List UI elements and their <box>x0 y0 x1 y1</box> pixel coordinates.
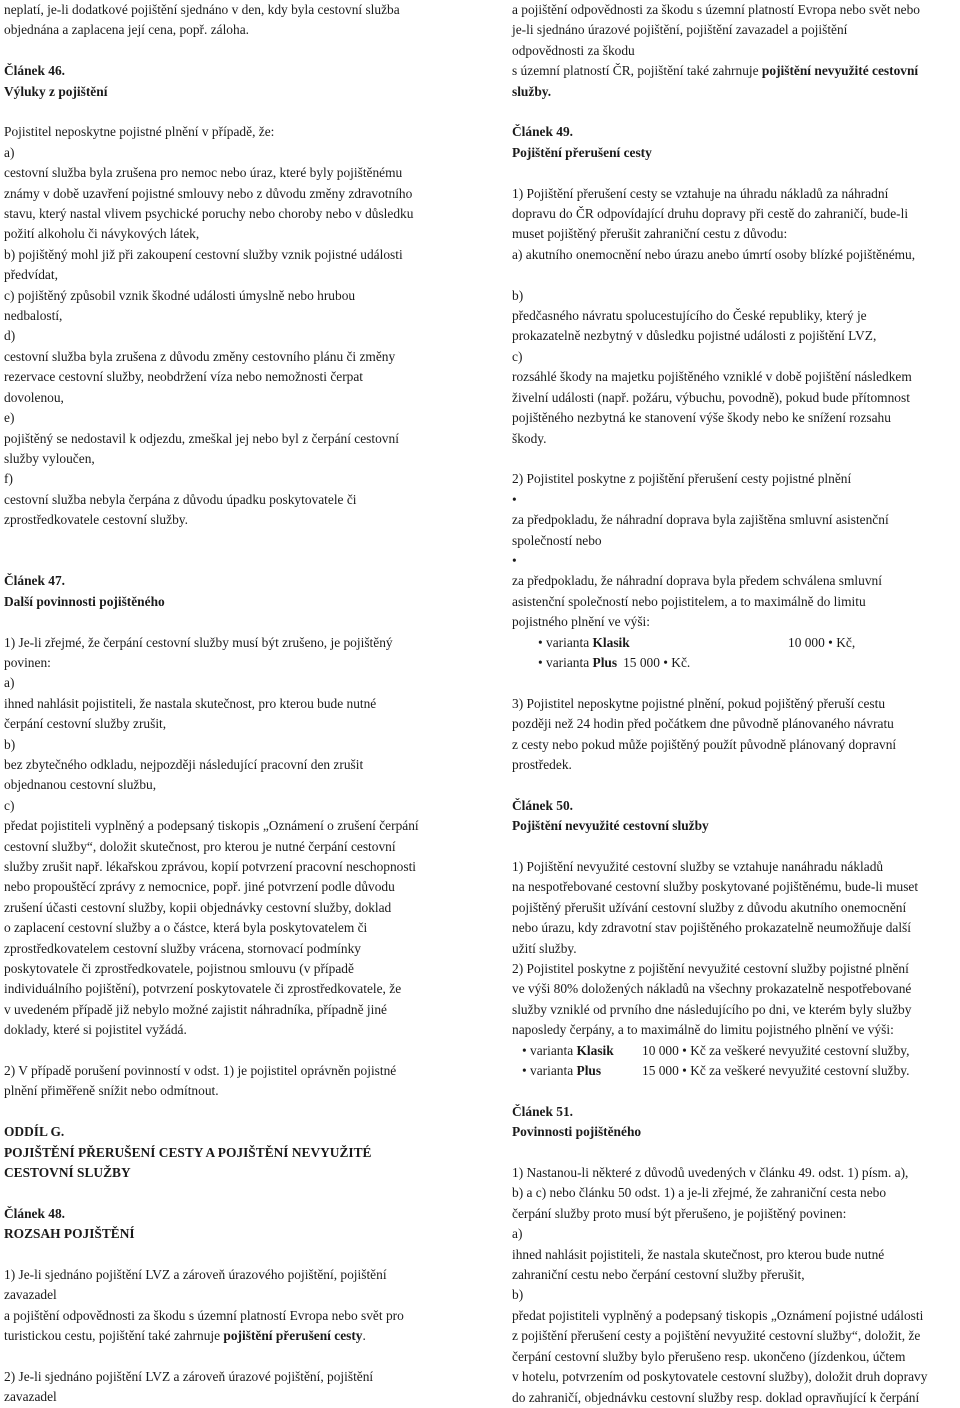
article-50-variant-plus <box>512 1061 958 1081</box>
right-intro-bold: pojištění nevyužité cestovní služby. <box>512 63 919 99</box>
article-48-paragraph-1 <box>4 1265 450 1347</box>
article-47-body: 1) Je-li zřejmé, že čerpání cestovní služby musí být zrušeno, je pojištěný povinen: a) ihned nahlásit pojistiteli, že nastala skutečnost, pro kterou bude nutné čerpání cestovní služby zrušit, b) bez zbytečného odkladu, nejpozději následující pracovní den zrušit objednanou cestovní službu, c) předat pojistiteli vyplněný a podepsaný tiskopis „Oznámení o zrušení čerpání cestovní služby“, doložit skutečnost, pro kterou je nutné čerpání cestovní služby zrušit např. lékařskou zprávou, kopií potvrzení pracovní neschopnosti nebo propouštěcí zprávy z nemocnice, popř. jiné potvrzení podle důvodu zrušení účasti cestovní služby, kopii objednávky cestovní služby, doklad o zaplacení cestovní služby a o částce, která byla poskytovatelem či zprostředkovatelem cestovní služby vrácena, stornovací podmínky poskytovatele či zprostředkovatele, pojistnou smlouvu (v případě individuálního pojištění), potvrzení poskytovatele či zprostředkovatele, že v uvedeném případě již nebylo možné zajistit náhradníka, případně jiné doklady, které si pojistitel vyžádá. <box>4 634 419 1038</box>
right-column <box>512 0 958 1408</box>
article-47-paragraph-2: 2) V případě porušení povinností v odst. 1) je pojistitel oprávněn pojistné plnění přiměřeně snížit nebo odmítnout. <box>4 1063 397 1099</box>
article-51-subtitle: Povinnosti pojištěného <box>512 1124 642 1140</box>
right-intro-text: a pojištění odpovědnosti za škodu s územní platností Evropa nebo svět nebo je-li sjednáno úrazové pojištění, pojištění zavazadel a pojištění odpovědnosti za škodu s územní platností ČR, pojištění také zahrnuje <box>512 2 920 79</box>
article-47-subtitle: Další povinnosti pojištěného <box>4 593 165 609</box>
article-50-subtitle: Pojištění nevyužité cestovní služby <box>512 818 709 834</box>
article-50-variant-klasik <box>512 1041 958 1061</box>
variant-value: 10 000 • Kč, <box>788 634 856 650</box>
article-48-paragraph-1-text: 1) Je-li sjednáno pojištění LVZ a zároveň úrazového pojištění, pojištění zavazadel a pojištění odpovědnosti za škodu s územní platností Evropa nebo svět pro turistickou cestu, pojištění také zahrnuje <box>4 1267 404 1344</box>
article-48-paragraph-2: 2) Je-li sjednáno pojištění LVZ a zároveň úrazové pojištění, pojištění zavazadel <box>4 1369 374 1405</box>
variant-label <box>512 1041 642 1061</box>
article-49-variant-klasik <box>512 633 958 653</box>
variant-label <box>512 633 668 653</box>
variant-prefix: • varianta <box>522 1063 577 1079</box>
article-46-title: Článek 46. <box>4 63 66 79</box>
article-49-subtitle: Pojištění přerušení cesty <box>512 144 652 160</box>
variant-name: Klasik <box>592 634 630 650</box>
article-49-variant-plus <box>512 653 958 673</box>
variant-prefix: • varianta <box>522 1042 577 1058</box>
article-48-paragraph-1-bold: pojištění přerušení cesty <box>223 1328 363 1344</box>
variant-name: Plus <box>592 654 618 670</box>
article-49-paragraph-2: 2) Pojistitel poskytne z pojištění přerušení cesty pojistné plnění • za předpokladu, že náhradní doprava byla zajištěna smluvní asistenční společností nebo • za předpokladu, že náhradní doprava byla předem schválena smluvní asistenční společností nebo pojistitelem, a to maximálně do limitu pojistného plnění ve výši: <box>512 471 889 630</box>
article-46-subtitle: Výluky z pojištění <box>4 83 108 99</box>
intro-text: neplatí, je-li dodatkové pojištění sjednáno v den, kdy byla cestovní služba objednána a zaplacena její cena, popř. záloha. <box>4 2 400 38</box>
variant-label <box>512 653 617 673</box>
article-49-title: Článek 49. <box>512 124 574 140</box>
article-49-paragraph-1: 1) Pojištění přerušení cesty se vztahuje na úhradu nákladů za náhradní dopravu do ČR odpovídající druhu dopravy při cestě do zahraničí, bude-li muset pojištěný přerušit zahraniční cestu z důvodu: a) akutního onemocnění nebo úrazu anebo úmrtí osoby blízké pojištěnému, b) předčasného návratu spolucestujícího do České republiky, který je prokazatelně nezbytný v důsledku pojistné události z pojištění LVZ, c) rozsáhlé škody na majetku pojištěného vzniklé v době pojištění následkem živelní události (např. požáru, výbuchu, povodně), pokud bude přítomnost pojištěného nezbytná ke stanovení výše škody nebo ke snížení rozsahu škody. <box>512 185 916 446</box>
variant-name: Klasik <box>576 1042 614 1058</box>
right-intro <box>512 0 958 102</box>
article-51-body: 1) Nastanou-li některé z důvodů uvedených v článku 49. odst. 1) písm. a), b) a c) nebo článku 50 odst. 1) a je-li zřejmé, že zahraniční cesta nebo čerpání služby proto musí být přerušeno, je pojištěný povinen: a) ihned nahlásit pojistiteli, že nastala skutečnost, pro kterou bude nutné zahraniční cestu nebo čerpání cestovní služby přerušit, b) předat pojistiteli vyplněný a podepsaný tiskopis „Oznámení pojistné události z pojištění přerušení cesty a pojištění nevyužité cestovní služby“, doložit, že čerpání cestovní služby bylo přerušeno resp. ukončeno (jízdenkou, účtem v hotelu, potvrzením od poskytovatele cestovní služby), doložit druh dopravy do zahraničí, objednávku cestovní služby resp. doklad opravňující k čerpání <box>512 1165 928 1405</box>
variant-prefix: • varianta <box>538 654 593 670</box>
section-g-title: ODDÍL G. <box>4 1124 65 1140</box>
variant-value: 15 000 • Kč. <box>623 654 691 670</box>
article-47-title: Článek 47. <box>4 573 66 589</box>
article-46-body: Pojistitel neposkytne pojistné plnění v případě, že: a) cestovní služba byla zrušena pro nemoc nebo úraz, které byly pojištěnému známy v době uzavření pojistné smlouvy nebo z důvodu změny zdravotního stavu, který nastal vlivem psychické poruchy nebo choroby nebo v důsledku požití alkoholu či návykových látek, b) pojištěný mohl již při zakoupení cestovní služby vznik pojistné události předvídat, c) pojištěný způsobil vznik škodné události úmyslně nebo hrubou nedbalostí, d) cestovní služba byla zrušena z důvodu změny cestovního plánu či změny rezervace cestovní služby, neobdržení víza nebo nemožnosti čerpat dovolenou, e) pojištěný se nedostavil k odjezdu, zmeškal jej nebo byl z čerpání cestovní služby vyloučen, f) cestovní služba nebyla čerpána z důvodu úpadku poskytovatele či zprostředkovatele cestovní služby. <box>4 124 414 528</box>
article-48-paragraph-1-end: . <box>362 1328 366 1344</box>
section-g-subtitle: POJIŠTĚNÍ PŘERUŠENÍ CESTY A POJIŠTĚNÍ NEVYUŽITÉ CESTOVNÍ SLUŽBY <box>4 1144 372 1181</box>
variant-value: 10 000 • Kč za veškeré nevyužité cestovní služby, <box>642 1042 910 1058</box>
article-49-paragraph-3: 3) Pojistitel neposkytne pojistné plnění, pokud pojištěný přeruší cestu později než 24 hodin před počátkem dne původně plánovaného návratu z cesty nebo pokud může pojištěný použít původně plánovaný dopravní prostředek. <box>512 695 897 772</box>
article-51-title: Článek 51. <box>512 1103 574 1119</box>
variant-label <box>512 1061 642 1081</box>
variant-value: 15 000 • Kč za veškeré nevyužité cestovní služby. <box>642 1063 910 1079</box>
article-48-title: Článek 48. <box>4 1205 66 1221</box>
left-column <box>4 0 450 1408</box>
variant-prefix: • varianta <box>538 634 593 650</box>
variant-name: Plus <box>576 1063 602 1079</box>
article-48-subtitle: ROZSAH POJIŠTĚNÍ <box>4 1226 135 1242</box>
article-50-title: Článek 50. <box>512 797 574 813</box>
article-50-body: 1) Pojištění nevyužité cestovní služby se vztahuje nanáhradu nákladů na nespotřebované cestovní služby poskytované pojištěnému, bude-li muset pojištěný přerušit užívání cestovní služby z důvodu akutního onemocnění nebo úrazu, kdy zdravotní stav pojištěného prokazatelně neumožňuje další užití služby. 2) Pojistitel poskytne z pojištění nevyužité cestovní služby pojistné plnění ve výši 80% doložených nákladů na všechny prokazatelně nespotřebované služby vzniklé od prvního dne následujícího po dni, ve kterém byly služby naposledy čerpány, a to maximálně do limitu pojistného plnění ve výši: <box>512 858 919 1038</box>
